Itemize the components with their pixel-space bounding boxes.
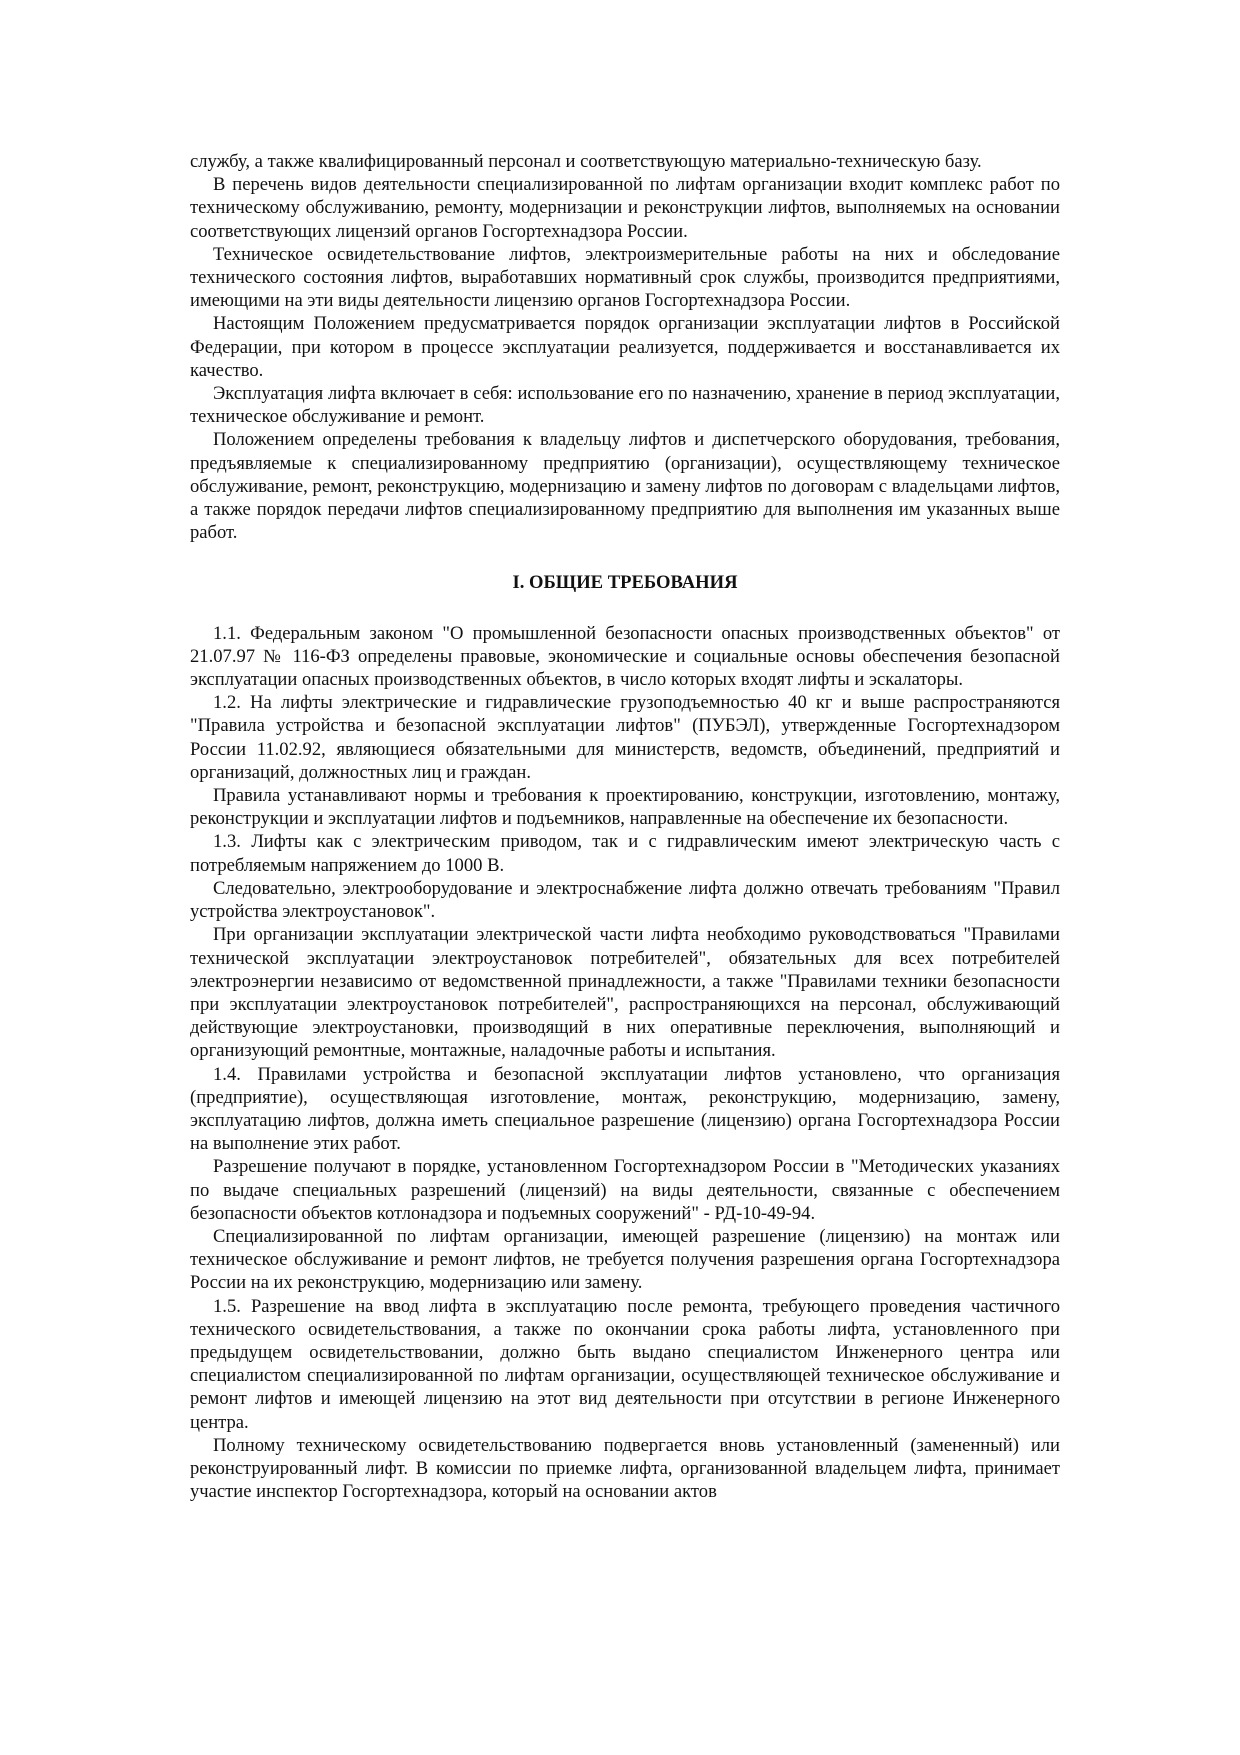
paragraph: Правила устанавливают нормы и требования к проектированию, конструкции, изготовлению, монтажу, реконструкции и эксплуатации лифтов и подъемников, направленные на обеспечение их безопасности.	[190, 785, 1060, 830]
paragraph: При организации эксплуатации электрической части лифта необходимо руководствоваться "Правилами технической эксплуатации электроустановок потребителей", обязательных для всех потребителей электроэнергии независимо от ведомственной принадлежности, а также "Правилами техники безопасности при эксплуатации электроустановок потребителей", распространяющихся на персонал, обслуживающий действующие электроустановки, производящий в них оперативные переключения, выполняющий и организующий ремонтные, монтажные, наладочные работы и испытания.	[190, 924, 1060, 1062]
section-heading: I. ОБЩИЕ ТРЕБОВАНИЯ	[512, 572, 738, 594]
paragraph: 1.3. Лифты как с электрическим приводом, так и с гидравлическим имеют электрическую часть с потребляемым напряжением до 1000 В.	[190, 831, 1060, 876]
paragraph: Положением определены требования к владельцу лифтов и диспетчерского оборудования, требования, предъявляемые к специализированному предприятию (организации), осуществляющему техническое обслуживание, ремонт, реконструкцию, модернизацию и замену лифтов по договорам с владельцами лифтов, а также порядок передачи лифтов специализированному предприятию для выполнения им указанных выше работ.	[190, 429, 1060, 544]
paragraph: 1.5. Разрешение на ввод лифта в эксплуатацию после ремонта, требующего проведения частичного технического освидетельствования, а также по окончании срока работы лифта, установленного при предыдущем освидетельствовании, должно быть выдано специалистом Инженерного центра или специалистом специализированной по лифтам организации, осуществляющей техническое обслуживание и ремонт лифтов и имеющей лицензию на этот вид деятельности при отсутствии в регионе Инженерного центра.	[190, 1295, 1060, 1433]
paragraph: 1.4. Правилами устройства и безопасной эксплуатации лифтов установлено, что организация (предприятие), осуществляющая изготовление, монтаж, реконструкцию, модернизацию, замену, эксплуатацию лифтов, должна иметь специальное разрешение (лицензию) органа Госгортехнадзора России на выполнение этих работ.	[190, 1063, 1060, 1155]
paragraph: 1.2. На лифты электрические и гидравлические грузоподъемностью 40 кг и выше распространяются "Правила устройства и безопасной эксплуатации лифтов" (ПУБЭЛ), утвержденные Госгортехнадзором России 11.02.92, являющиеся обязательными для министерств, ведомств, объединений, предприятий и организаций, должностных лиц и граждан.	[190, 692, 1060, 783]
paragraph: Эксплуатация лифта включает в себя: использование его по назначению, хранение в период эксплуатации, техническое обслуживание и ремонт.	[190, 383, 1060, 428]
paragraph: Специализированной по лифтам организации, имеющей разрешение (лицензию) на монтаж или техническое обслуживание и ремонт лифтов, не требуется получения разрешения органа Госгортехнадзора России на их реконструкцию, модернизацию или замену.	[190, 1225, 1060, 1294]
paragraph: службу, а также квалифицированный персонал и соответствующую материально-техническую базу.	[190, 151, 982, 172]
document-page	[190, 150, 1060, 1503]
paragraph: Настоящим Положением предусматривается порядок организации эксплуатации лифтов в Российской Федерации, при котором в процессе эксплуатации реализуется, поддерживается и восстанавливается их качество.	[190, 313, 1060, 381]
paragraph: В перечень видов деятельности специализированной по лифтам организации входит комплекс работ по техническому обслуживанию, ремонту, модернизации и реконструкции лифтов, выполняемых на основании соответствующих лицензий органов Госгортехнадзора России.	[190, 174, 1060, 242]
paragraph: 1.1. Федеральным законом "О промышленной безопасности опасных производственных объектов" от 21.07.97 № 116-ФЗ определены правовые, экономические и социальные основы обеспечения безопасной эксплуатации опасных производственных объектов, в число которых входят лифты и эскалаторы.	[190, 622, 1060, 691]
paragraph: Техническое освидетельствование лифтов, электроизмерительные работы на них и обследование технического состояния лифтов, выработавших нормативный срок службы, производится предприятиями, имеющими на эти виды деятельности лицензию органов Госгортехнадзора России.	[190, 243, 1060, 312]
paragraph: Следовательно, электрооборудование и электроснабжение лифта должно отвечать требованиям "Правил устройства электроустановок".	[190, 877, 1060, 923]
paragraph: Разрешение получают в порядке, установленном Госгортехнадзором России в "Методических указаниях по выдаче специальных разрешений (лицензий) на виды деятельности, связанные с обеспечением безопасности объектов котлонадзора и подъемных сооружений" - РД-10-49-94.	[190, 1156, 1060, 1224]
paragraph: Полному техническому освидетельствованию подвергается вновь установленный (замененный) или реконструированный лифт. В комиссии по приемке лифта, организованной владельцем лифта, принимает участие инспектор Госгортехнадзора, который на основании актов	[190, 1434, 1060, 1503]
